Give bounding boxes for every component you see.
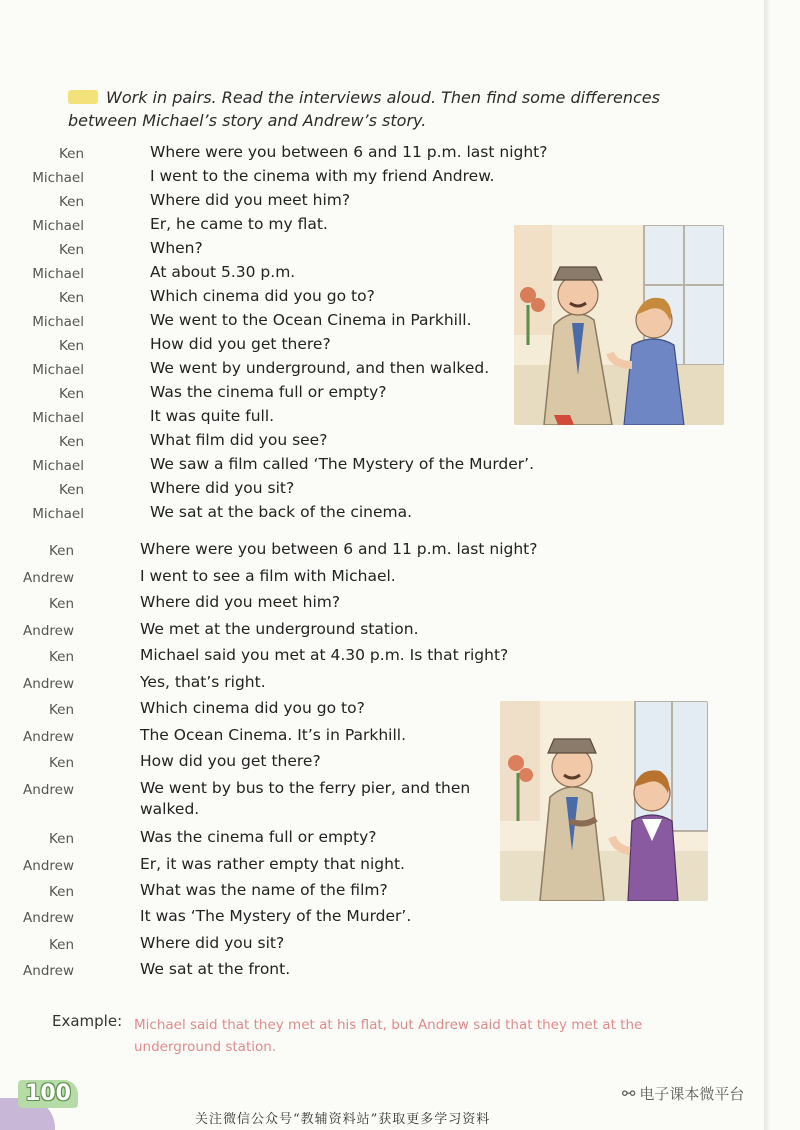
dialogue-line [0, 287, 520, 311]
line-text: Er, he came to my flat. [150, 215, 328, 233]
speaker-name: Ken [58, 434, 84, 450]
activity-tag-icon [68, 90, 98, 104]
line-text: How did you get there? [140, 752, 321, 770]
dialogue-line [0, 567, 520, 591]
dialogue-line [0, 540, 538, 564]
line-text: Which cinema did you go to? [140, 699, 365, 717]
line-text: It was quite full. [150, 407, 275, 425]
dialogue-line [0, 431, 520, 455]
line-text: Yes, that’s right. [140, 673, 266, 691]
dialogue-line [0, 960, 520, 984]
line-text: Where were you between 6 and 11 p.m. last night? [150, 143, 548, 161]
line-text: Where did you meet him? [150, 191, 351, 209]
line-text: Where did you sit? [140, 934, 285, 952]
dialogue-line [0, 907, 520, 931]
dialogue-line [0, 620, 520, 644]
speaker-name: Michael [32, 266, 84, 282]
speaker-name: Ken [48, 702, 74, 718]
page-edge-shadow [764, 0, 770, 1130]
dialogue-line [0, 239, 520, 263]
line-text: Where were you between 6 and 11 p.m. last night? [140, 540, 538, 558]
dialogue-line [0, 335, 520, 359]
speaker-name: Andrew [23, 676, 74, 692]
speaker-name: Michael [32, 410, 84, 426]
dialogue-line [0, 383, 520, 407]
dialogue-line [0, 779, 520, 818]
speaker-name: Andrew [23, 729, 74, 745]
speaker-name: Ken [48, 884, 74, 900]
speaker-name: Michael [32, 314, 84, 330]
dialogue-line [0, 881, 520, 905]
illustration-ken-michael [514, 225, 724, 425]
line-text: Was the cinema full or empty? [150, 383, 387, 401]
footer-note: 关注微信公众号“教辅资料站”获取更多学习资料 [195, 1112, 491, 1127]
line-text-continued: walked. [140, 800, 200, 818]
speaker-name: Ken [48, 543, 74, 559]
speaker-name: Andrew [23, 570, 74, 586]
dialogue-line [0, 215, 520, 239]
speaker-name: Michael [32, 362, 84, 378]
dialogue-line [0, 855, 520, 879]
speaker-name: Ken [48, 649, 74, 665]
dialogue-line [0, 455, 535, 479]
line-text: At about 5.30 p.m. [150, 263, 296, 281]
line-text: We went by bus to the ferry pier, and then [140, 779, 471, 797]
dialogue-line [0, 407, 520, 431]
speaker-name: Andrew [23, 782, 74, 798]
speaker-name: Andrew [23, 623, 74, 639]
illustration-ken-andrew [500, 701, 708, 901]
line-text: The Ocean Cinema. It’s in Parkhill. [140, 726, 407, 744]
line-text: How did you get there? [150, 335, 331, 353]
speaker-name: Ken [48, 596, 74, 612]
line-text: Was the cinema full or empty? [140, 828, 377, 846]
speaker-name: Ken [48, 831, 74, 847]
dialogue-line [0, 593, 520, 617]
line-text: It was ‘The Mystery of the Murder’. [140, 907, 412, 925]
dialogue-line [0, 143, 548, 167]
speaker-name: Andrew [23, 858, 74, 874]
dialogue-line [0, 699, 520, 723]
dialogue-line [0, 191, 520, 215]
speaker-name: Michael [32, 506, 84, 522]
speaker-name: Michael [32, 218, 84, 234]
speaker-name: Ken [58, 290, 84, 306]
line-text: We went by underground, and then walked. [150, 359, 490, 377]
speaker-name: Andrew [23, 910, 74, 926]
dialogue-line [0, 359, 520, 383]
dialogue-line [0, 263, 520, 287]
watermark-text: 电子课本微平台 [639, 1085, 745, 1103]
wechat-icon: ⚯ [622, 1084, 636, 1103]
dialogue-line [0, 828, 520, 852]
dialogue-line [0, 726, 520, 750]
page-number: 100 [18, 1080, 78, 1108]
line-text: Where did you sit? [150, 479, 295, 497]
instruction-text: Work in pairs. Read the interviews aloud. Then find some differences between Michael’s story and Andrew’s story. [68, 88, 660, 130]
dialogue-line [0, 311, 520, 335]
speaker-name: Ken [58, 146, 84, 162]
speaker-name: Ken [58, 482, 84, 498]
dialogue-line [0, 646, 520, 670]
example-text: Michael said that they met at his flat, but Andrew said that they met at the underground station. [134, 1017, 643, 1055]
line-text: We saw a film called ‘The Mystery of the Murder’. [150, 455, 535, 473]
speaker-name: Ken [58, 386, 84, 402]
line-text: We sat at the front. [140, 960, 291, 978]
dialogue-line [0, 479, 520, 503]
line-text: I went to see a film with Michael. [140, 567, 396, 585]
speaker-name: Ken [48, 937, 74, 953]
dialogue-line [0, 934, 520, 958]
speaker-name: Andrew [23, 963, 74, 979]
speaker-name: Ken [58, 194, 84, 210]
line-text: What film did you see? [150, 431, 328, 449]
watermark [622, 1083, 744, 1104]
example-label: Example: [52, 1012, 123, 1030]
speaker-name: Ken [58, 338, 84, 354]
line-text: We met at the underground station. [140, 620, 419, 638]
line-text: We went to the Ocean Cinema in Parkhill. [150, 311, 472, 329]
instruction [68, 86, 718, 132]
line-text: Where did you meet him? [140, 593, 341, 611]
line-text: Michael said you met at 4.30 p.m. Is that right? [140, 646, 509, 664]
dialogue-line [0, 752, 520, 776]
line-text: When? [150, 239, 203, 257]
dialogue-line [0, 167, 520, 191]
speaker-name: Ken [48, 755, 74, 771]
speaker-name: Michael [32, 458, 84, 474]
speaker-name: Michael [32, 170, 84, 186]
line-text: We sat at the back of the cinema. [150, 503, 413, 521]
line-text: Er, it was rather empty that night. [140, 855, 405, 873]
line-text: I went to the cinema with my friend Andrew. [150, 167, 495, 185]
speaker-name: Ken [58, 242, 84, 258]
line-text: Which cinema did you go to? [150, 287, 375, 305]
dialogue-line [0, 673, 520, 697]
dialogue-line [0, 503, 520, 527]
line-text: What was the name of the film? [140, 881, 388, 899]
